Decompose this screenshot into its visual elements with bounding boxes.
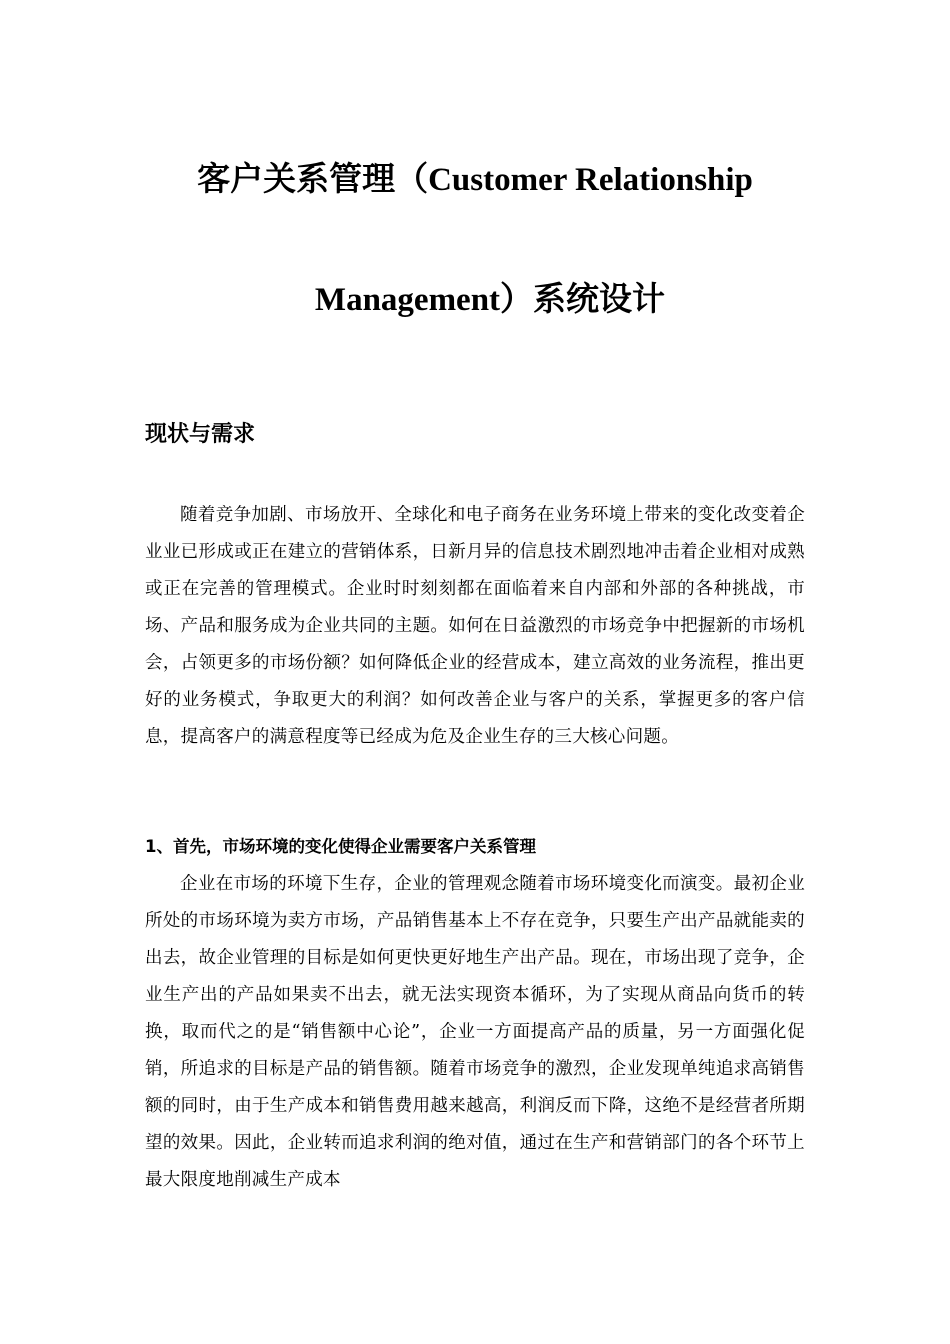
subsection-heading: 1、首先，市场环境的变化使得企业需要客户关系管理 (145, 837, 536, 856)
document-title-line-2: Management）系统设计 (314, 282, 666, 318)
body-paragraph: 随着竞争加剧、市场放开、全球化和电子商务在业务环境上带来的变化改变着企业业已形成或正在建立的营销体系，日新月异的信息技术剧烈地冲击着企业相对成熟或正在完善的管理模式。企业时时刻刻都在面临着来自内部和外部的各种挑战，市场、产品和服务成为企业共同的主题。如何在日益激烈的市场竞争中把握新的市场机会，占领更多的市场份额？如何降低企业的经营成本，建立高效的业务流程，推出更好的业务模式，争取更大的利润？如何改善企业与客户的关系，掌握更多的客户信息，提高客户的满意程度等已经成为危及企业生存的三大核心问题。 (145, 505, 805, 747)
document-title-line-1: 客户关系管理（Customer Relationship (197, 162, 753, 198)
section-heading: 现状与需求 (145, 422, 256, 447)
body-paragraph: 企业在市场的环境下生存，企业的管理观念随着市场环境变化而演变。最初企业所处的市场环境为卖方市场，产品销售基本上不存在竞争，只要生产出产品就能卖的出去，故企业管理的目标是如何更快更好地生产出产品。现在，市场出现了竞争，企业生产出的产品如果卖不出去，就无法实现资本循环，为了实现从商品向货币的转换，取而代之的是“销售额中心论”，企业一方面提高产品的质量，另一方面强化促销，所追求的目标是产品的销售额。随着市场竞争的激烈，企业发现单纯追求高销售额的同时，由于生产成本和销售费用越来越高，利润反而下降，这绝不是经营者所期望的效果。因此，企业转而追求利润的绝对值，通过在生产和营销部门的各个环节上最大限度地削减生产成本 (145, 874, 805, 1190)
